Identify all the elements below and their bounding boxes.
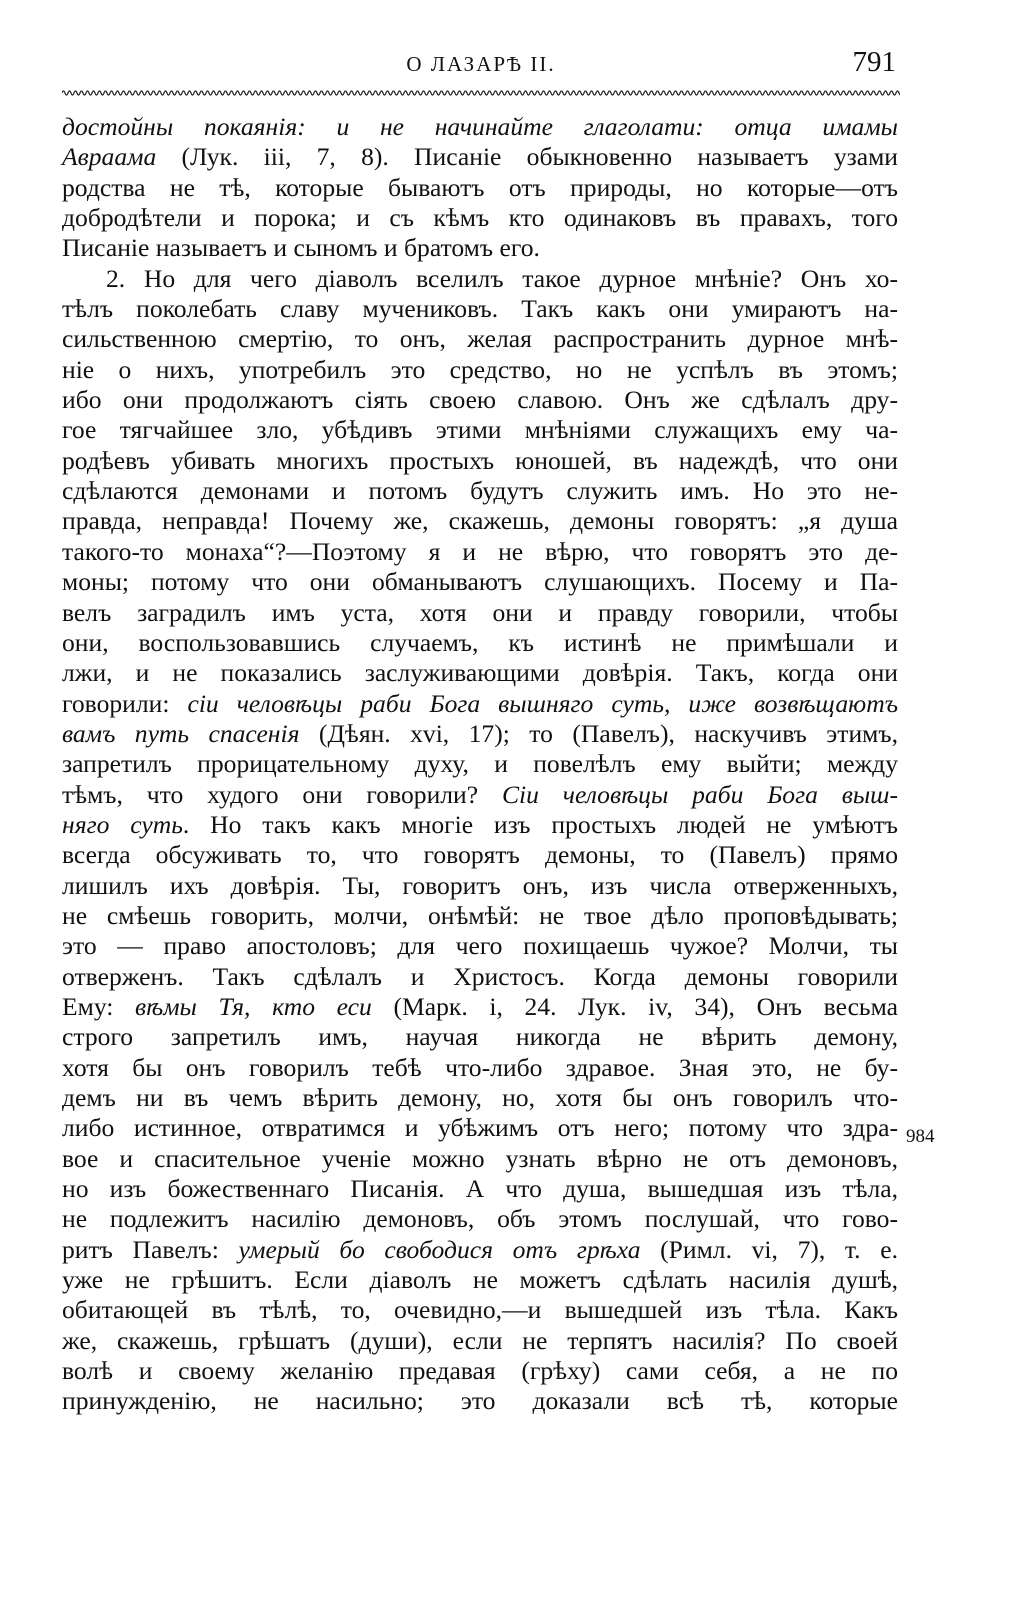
text-span: это — право апостоловъ; для чего похищаешь чужое? Молчи, ты xyxy=(62,931,898,961)
text-span: запретилъ прорицательному духу, и повелѣлъ ему выйти; между xyxy=(62,749,898,779)
text-span: родства не тѣ, которые бываютъ отъ природы, но которые—отъ xyxy=(62,172,898,202)
text-span: же, скажешь, грѣшатъ (души), если не терпятъ насилія? По своей xyxy=(62,1325,898,1355)
text-line xyxy=(62,1083,898,1113)
text-span: (Лук. ііі, 7, 8). Писаніе обыкновенно называетъ узами xyxy=(156,142,898,172)
text-line xyxy=(62,324,898,354)
scripture-quote: вамъ путь спасенія xyxy=(62,718,300,748)
text-line xyxy=(62,1295,898,1325)
text-line xyxy=(62,719,898,749)
text-span: говорили: xyxy=(62,688,188,718)
page-number: 791 xyxy=(852,46,896,78)
text-span: (Марк. і, 24. Лук. іv, 34), Онъ весьма xyxy=(371,991,898,1021)
text-line xyxy=(62,415,898,445)
text-span: либо истинное, отвратимся и убѣжимъ отъ него; потому что здра- xyxy=(62,1113,898,1143)
scripture-quote: Сіи человѣцы раби Бога выш- xyxy=(501,779,898,809)
text-line xyxy=(62,628,898,658)
text-line xyxy=(62,931,898,961)
text-line xyxy=(62,203,898,233)
text-span: лишилъ ихъ довѣрія. Ты, говоритъ онъ, изъ числа отверженныхъ, xyxy=(62,870,898,900)
text-span: тѣмъ, что худого они говорили? xyxy=(62,779,502,809)
text-span: вое и спасительное ученіе можно узнать вѣрно не отъ демоновъ, xyxy=(62,1143,898,1173)
text-line xyxy=(62,1235,898,1265)
text-span: ритъ Павелъ: xyxy=(62,1234,239,1264)
text-span: Писаніе называетъ и сыномъ и братомъ его. xyxy=(62,233,540,263)
text-line xyxy=(62,962,898,992)
text-line xyxy=(62,780,898,810)
text-span: родѣевъ убивать многихъ простыхъ юношей, въ надеждѣ, что они xyxy=(62,445,898,475)
text-span: ибо они продолжаютъ сіять своею славою. Онъ же сдѣлалъ дру- xyxy=(62,385,898,415)
text-line xyxy=(62,1326,898,1356)
text-span: они, воспользовавшись случаемъ, къ истинѣ не примѣшали и xyxy=(62,627,898,657)
text-line xyxy=(62,689,898,719)
text-span: хотя бы онъ говорилъ тебѣ что-либо здравое. Зная это, не бу- xyxy=(62,1052,898,1082)
text-span: волѣ и своему желанію предавая (грѣху) сами себя, а не по xyxy=(62,1356,898,1386)
scripture-quote: умерый бо свободися отъ грѣха xyxy=(238,1234,641,1264)
scripture-quote: достойны покаянія: и не начинайте глаголати: отца имамы xyxy=(62,112,898,141)
margin-reference-number: 984 xyxy=(906,1126,935,1147)
text-line xyxy=(62,1022,898,1052)
text-line xyxy=(62,871,898,901)
scripture-quote: Авраама xyxy=(62,142,157,172)
text-line xyxy=(62,840,898,870)
text-span: правда, неправда! Почему же, скажешь, демоны говорятъ: „я душа xyxy=(62,506,898,536)
text-span: лжи, и не показались заслуживающими довѣрія. Такъ, когда они xyxy=(62,658,898,688)
text-span: но изъ божественнаго Писанія. А что душа, вышедшая изъ тѣла, xyxy=(62,1174,898,1204)
text-line xyxy=(62,112,898,142)
text-span: Ему: xyxy=(62,991,136,1021)
text-line xyxy=(62,1204,898,1234)
text-line xyxy=(62,567,898,597)
body-text xyxy=(62,112,898,1417)
text-line xyxy=(62,1174,898,1204)
text-span: такого-то монаха“?—Поэтому я и не вѣрю, что говорятъ это де- xyxy=(62,536,898,566)
text-span: моны; потому что они обманываютъ слушающихъ. Посему и Па- xyxy=(62,567,898,597)
scripture-quote: вѣмы Тя, кто еси xyxy=(135,991,372,1021)
text-span: строго запретилъ имъ, научая никогда не вѣрить демону, xyxy=(62,1022,898,1052)
text-span: демъ ни въ чемъ вѣрить демону, но, хотя бы онъ говорилъ что- xyxy=(62,1083,898,1112)
text-line xyxy=(62,173,898,203)
text-line xyxy=(62,810,898,840)
text-span: велъ заградилъ имъ уста, хотя они и правду говорили, чтобы xyxy=(62,597,898,627)
scripture-quote: сіи человѣцы раби Бога вышняго суть, иже возвѣщаютъ xyxy=(187,688,898,718)
running-title: О ЛАЗАРѢ II. xyxy=(406,52,556,76)
text-line xyxy=(62,992,898,1022)
text-line xyxy=(62,476,898,506)
text-line xyxy=(62,233,898,263)
text-line xyxy=(62,294,898,324)
text-line xyxy=(62,1053,898,1083)
text-line xyxy=(62,537,898,567)
text-span: 2. Но для чего діаволъ вселилъ такое дурное мнѣніе? Онъ хо- xyxy=(106,263,898,293)
text-line xyxy=(62,1113,898,1143)
text-line xyxy=(62,142,898,172)
text-span: обитающей въ тѣлѣ, то, очевидно,—и вышедшей изъ тѣла. Какъ xyxy=(62,1295,898,1325)
text-line xyxy=(62,749,898,779)
text-span: не смѣешь говорить, молчи, онѣмѣй: не твое дѣло проповѣдывать; xyxy=(62,900,898,930)
text-span: . Но такъ какъ многіе изъ простыхъ людей не умѣютъ xyxy=(182,809,898,839)
text-span: принужденію, не насильно; это доказали всѣ тѣ, которые xyxy=(62,1386,898,1416)
text-line xyxy=(62,598,898,628)
wavy-rule-divider xyxy=(62,88,900,98)
text-line xyxy=(62,901,898,931)
text-span: отверженъ. Такъ сдѣлалъ и Христосъ. Когда демоны говорили xyxy=(62,961,898,991)
text-span: (Дѣян. xvi, 17); то (Павелъ), наскучивъ этимъ, xyxy=(299,718,898,748)
text-line xyxy=(62,1144,898,1174)
scripture-quote: няго суть xyxy=(62,809,183,839)
text-span: всегда обсуживать то, что говорятъ демоны, то (Павелъ) прямо xyxy=(62,840,898,870)
text-span: тѣлъ поколебать славу мучениковъ. Такъ какъ они умираютъ на- xyxy=(62,294,898,324)
text-span: ніе о нихъ, употребилъ это средство, но не успѣлъ въ этомъ; xyxy=(62,354,898,384)
text-span: не подлежитъ насилію демоновъ, объ этомъ послушай, что гово- xyxy=(62,1204,898,1234)
page-header xyxy=(62,46,900,82)
text-line xyxy=(62,1356,898,1386)
text-line xyxy=(62,1265,898,1295)
text-span: сильственною смертію, то онъ, желая распространить дурное мнѣ- xyxy=(62,324,898,354)
text-line xyxy=(62,658,898,688)
text-line xyxy=(62,1386,898,1416)
text-line xyxy=(62,385,898,415)
text-span: добродѣтели и порока; и съ кѣмъ кто одинаковъ въ правахъ, того xyxy=(62,203,898,233)
text-span: (Римл. vi, 7), т. е. xyxy=(640,1234,898,1264)
text-line xyxy=(62,446,898,476)
paragraph-start-line xyxy=(62,264,898,294)
text-span: сдѣлаются демонами и потомъ будутъ служить имъ. Но это не- xyxy=(62,476,898,506)
text-line xyxy=(62,506,898,536)
text-line xyxy=(62,355,898,385)
text-span: уже не грѣшитъ. Если діаволъ не можетъ сдѣлать насилія душѣ, xyxy=(62,1265,898,1295)
text-span: гое тягчайшее зло, убѣдивъ этими мнѣніями служащихъ ему ча- xyxy=(62,415,898,445)
